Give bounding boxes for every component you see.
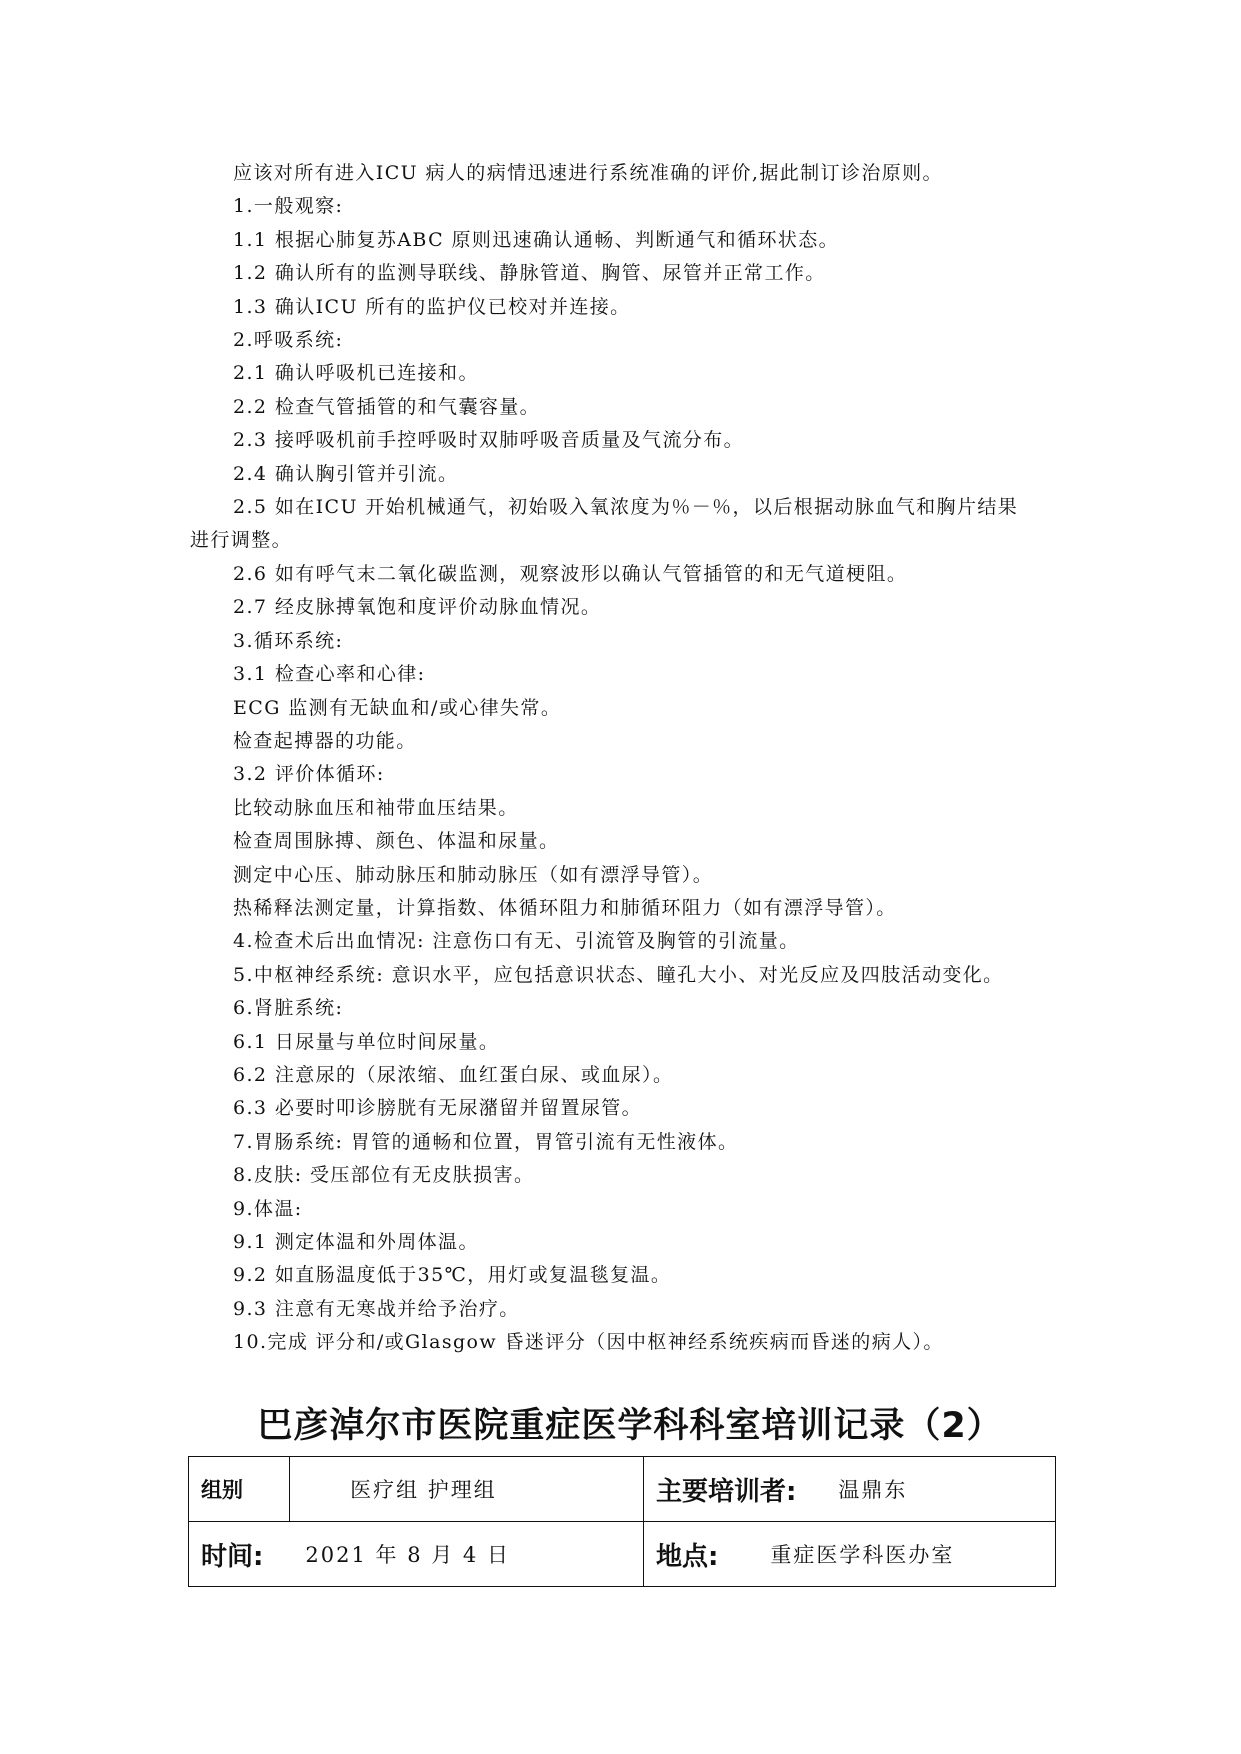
section-heading: 7.胃肠系统: 胃管的通畅和位置，胃管引流有无性液体。 (233, 1130, 739, 1153)
section-heading: 2.呼吸系统: (233, 329, 344, 352)
text-line: 测定中心压、肺动脉压和肺动脉压（如有漂浮导管）。 (233, 863, 714, 886)
section-heading: 6.肾脏系统: (233, 997, 344, 1020)
text-line: 6.1 日尿量与单位时间尿量。 (233, 1030, 500, 1053)
section-heading: 4.检查术后出血情况: 注意伤口有无、引流管及胸管的引流量。 (233, 930, 800, 953)
table-row (189, 1522, 1056, 1587)
text-line: 2.6 如有呼气末二氧化碳监测，观察波形以确认气管插管的和无气道梗阻。 (233, 562, 908, 585)
text-line: 2.5 如在ICU 开始机械通气，初始吸入氧浓度为％－％，以后根据动脉血气和胸片结果 (233, 496, 1019, 519)
time-label: 时间: (201, 1541, 264, 1572)
text-line: 6.2 注意尿的（尿浓缩、血红蛋白尿、或血尿）。 (233, 1063, 674, 1086)
text-line: 检查起搏器的功能。 (233, 729, 417, 752)
text-line: 3.2 评价体循环: (233, 763, 385, 786)
text-line: 9.2 如直肠温度低于35℃，用灯或复温毯复温。 (233, 1264, 672, 1287)
trainer-cell (643, 1457, 1055, 1522)
group-value: 医疗组 护理组 (290, 1457, 644, 1522)
trainer-label: 主要培训者: (655, 1476, 797, 1507)
trainer-value: 温鼎东 (838, 1478, 908, 1502)
section-heading: 1.一般观察: (233, 195, 344, 218)
text-line: 9.1 测定体温和外周体温。 (233, 1231, 479, 1253)
record-title: 巴彦淖尔市医院重症医学科科室培训记录（2） (257, 1406, 1003, 1446)
text-line: 6.3 必要时叩诊膀胱有无尿潴留并留置尿管。 (233, 1097, 643, 1120)
text-line: 2.1 确认呼吸机已连接和。 (233, 362, 479, 385)
document-body (190, 157, 1070, 1360)
text-line: 热稀释法测定量，计算指数、体循环阻力和肺循环阻力（如有漂浮导管）。 (233, 896, 897, 919)
text-line: 比较动脉血压和袖带血压结果。 (233, 796, 519, 819)
section-heading: 8.皮肤: 受压部位有无皮肤损害。 (233, 1164, 535, 1187)
text-line: 1.2 确认所有的监测导联线、静脉管道、胸管、尿管并正常工作。 (233, 262, 826, 285)
text-line: 2.4 确认胸引管并引流。 (233, 462, 459, 485)
text-line: ECG 监测有无缺血和/或心律失常。 (233, 696, 562, 719)
text-line: 进行调整。 (190, 529, 293, 552)
table-row (189, 1457, 1056, 1522)
place-cell (643, 1522, 1055, 1587)
text-line: 9.3 注意有无寒战并给予治疗。 (233, 1297, 520, 1320)
text-line: 3.1 检查心率和心律: (233, 663, 426, 686)
text-line: 检查周围脉搏、颜色、体温和尿量。 (233, 830, 560, 853)
text-line: 应该对所有进入ICU 病人的病情迅速进行系统准确的评价,据此制订诊治原则。 (233, 162, 943, 184)
section-heading: 9.体温: (233, 1197, 303, 1220)
place-value: 重症医学科医办室 (770, 1543, 955, 1567)
text-line: 1.3 确认ICU 所有的监护仪已校对并连接。 (233, 295, 631, 318)
time-cell (189, 1522, 644, 1587)
text-line: 2.7 经皮脉搏氧饱和度评价动脉血情况。 (233, 596, 602, 619)
place-label: 地点: (655, 1541, 719, 1572)
text-line: 1.1 根据心肺复苏ABC 原则迅速确认通畅、判断通气和循环状态。 (233, 228, 840, 251)
section-heading: 5.中枢神经系统: 意识水平，应包括意识状态、瞳孔大小、对光反应及四肢活动变化。 (233, 963, 1004, 986)
section-heading: 10.完成 评分和/或Glasgow 昏迷评分（因中枢神经系统疾病而昏迷的病人）。 (233, 1331, 944, 1354)
training-info-table (188, 1456, 1056, 1587)
time-value: 2021 年 8 月 4 日 (305, 1543, 510, 1567)
group-label: 组别 (189, 1457, 290, 1522)
section-heading: 3.循环系统: (233, 629, 344, 652)
text-line: 2.2 检查气管插管的和气囊容量。 (233, 395, 541, 418)
text-line: 2.3 接呼吸机前手控呼吸时双肺呼吸音质量及气流分布。 (233, 429, 745, 452)
